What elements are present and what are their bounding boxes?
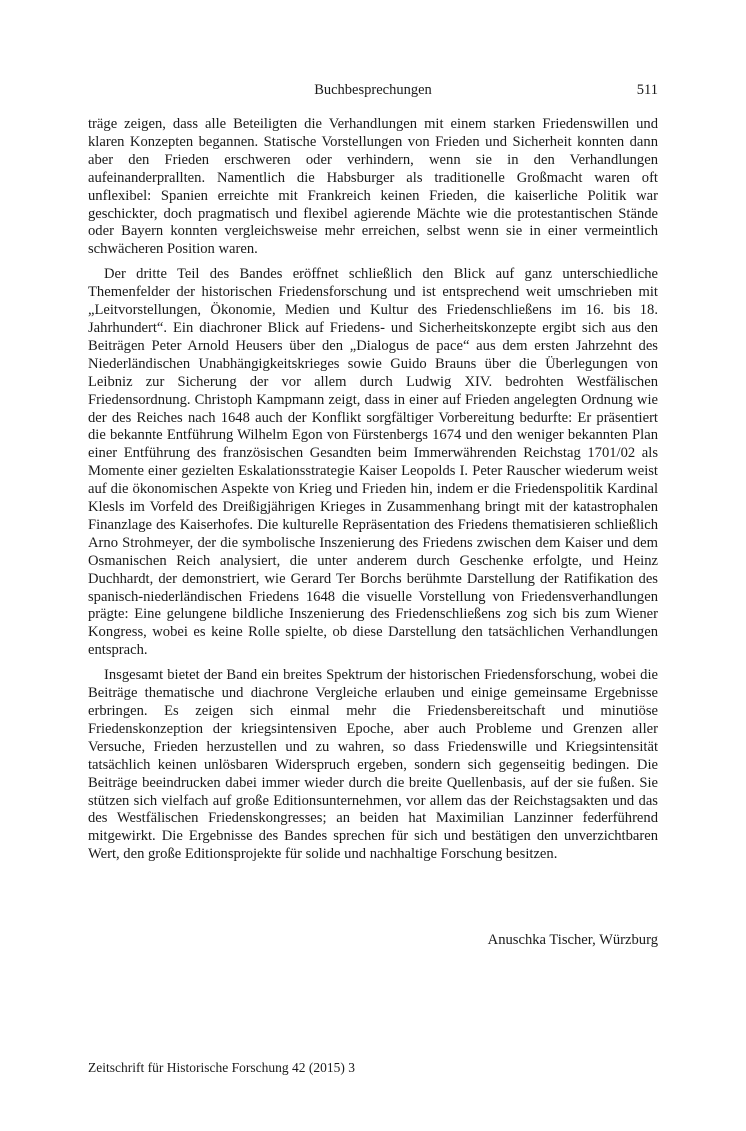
running-head <box>88 82 658 102</box>
journal-footer: Zeitschrift für Historische Forschung 42 (2015) 3 <box>88 1060 355 1075</box>
paragraph-1: träge zeigen, dass alle Beteiligten die Verhandlungen mit einem starken Friedenswillen und klaren Konzepten begannen. Statische Vorstellungen von Frieden und Sicherheit konnten dann aber den Frieden erschweren oder verhindern, wenn sie in den Verhandlungen aufeinanderprallten. Namentlich die Habsburger als traditionelle Großmacht waren oft unflexibel: Spanien erreichte mit Frankreich keinen Frieden, die kaiserliche Politik war geschickter, doch pragmatisch und flexibel agierende Mächte wie die protestantischen Stände oder Bayern konnten vergleichsweise mehr erreichen, selbst wenn sie in einer vermeintlich schwächeren Position waren. <box>88 116 658 258</box>
paragraph-3: Insgesamt bietet der Band ein breites Spektrum der historischen Friedensforschung, wobei die Beiträge thematische und diachrone Vergleiche erlauben und einige gemeinsame Ergebnisse erbringen. Es zeigen sich einmal mehr die Friedensbereitschaft und minutiöse Friedenskonzeption der kriegsintensiven Epoche, aber auch Probleme und Grenzen aller Versuche, Frieden herzustellen und zu wahren, so dass Friedenswille und Kriegsintensität tatsächlich keinen unlösbaren Widerspruch ergeben, sondern sich gegenseitig bedingen. Die Beiträge beeindrucken dabei immer wieder durch die breite Quellenbasis, auf der sie fußen. Sie stützen sich vielfach auf große Editionsunternehmen, vor allem das der Reichstagsakten und das des Westfälischen Friedenskongresses; an beiden hat Maximilian Lanzinner federführend mitgewirkt. Die Ergebnisse des Bandes sprechen für sich und bestätigen den unverzichtbaren Wert, den große Editionsprojekte für solide und nachhaltige Forschung besitzen. <box>88 667 658 863</box>
running-head-title: Buchbesprechungen <box>314 82 432 98</box>
paragraph-2: Der dritte Teil des Bandes eröffnet schließlich den Blick auf ganz unterschiedliche Themenfelder der historischen Friedensforschung und ist entsprechend weit umschrieben mit „Leitvorstellungen, Ökonomie, Medien und Kultur des Friedenschließens im 16. bis 18. Jahrhundert“. Ein diachroner Blick auf Friedens- und Sicherheitskonzepte ergibt sich aus den Beiträgen Peter Arnold Heusers über den „Dialogus de pace“ aus dem ersten Jahrzehnt des Niederländischen Unabhängigkeitskrieges sowie Guido Brauns über die Überlegungen von Leibniz zur Sicherung der vor allem durch Ludwig XIV. bedrohten Westfälischen Friedensordnung. Christoph Kampmann zeigt, dass in einer auf Frieden angelegten Ordnung wie der des Reiches nach 1648 auch der Konflikt sorgfältiger Vorbereitung bedurfte: Er präsentiert die bekannte Entführung Wilhelm Egon von Fürstenbergs 1674 und den weniger bekannten Plan einer Entführung des französischen Gesandten beim Immerwährenden Reichstag 1701/02 als Momente einer gezielten Eskalationsstrategie Kaiser Leopolds I. Peter Rauscher wiederum weist auf die ökonomischen Aspekte von Krieg und Frieden hin, indem er die Friedenspolitik Kardinal Klesls im Vorfeld des Dreißigjährigen Krieges in Zusammenhang bringt mit der katastrophalen Finanzlage des Kaiserhofes. Die kulturelle Repräsentation des Friedens thematisieren schließlich Arno Strohmeyer, der die symbolische Inszenierung des Friedens zwischen dem Kaiser und dem Osmanischen Reich analysiert, die unter anderem durch Geschenke erfolgte, und Heinz Duchhardt, der demonstriert, wie Gerard Ter Borchs berühmte Darstellung der Ratifikation des spanisch-niederländischen Friedens 1648 die visuelle Vorstellung von Friedensverhandlungen prägte: Eine gelungene bildliche Inszenierung des Friedenschließens zog sich bis zum Wiener Kongress, wobei es keine Rolle spielte, ob diese Darstellung den tatsächlichen Verhandlungen entsprach. <box>88 266 658 659</box>
author-signature: Anuschka Tischer, Würzburg <box>487 932 658 948</box>
page-number: 511 <box>636 82 658 98</box>
article-body <box>88 116 658 864</box>
